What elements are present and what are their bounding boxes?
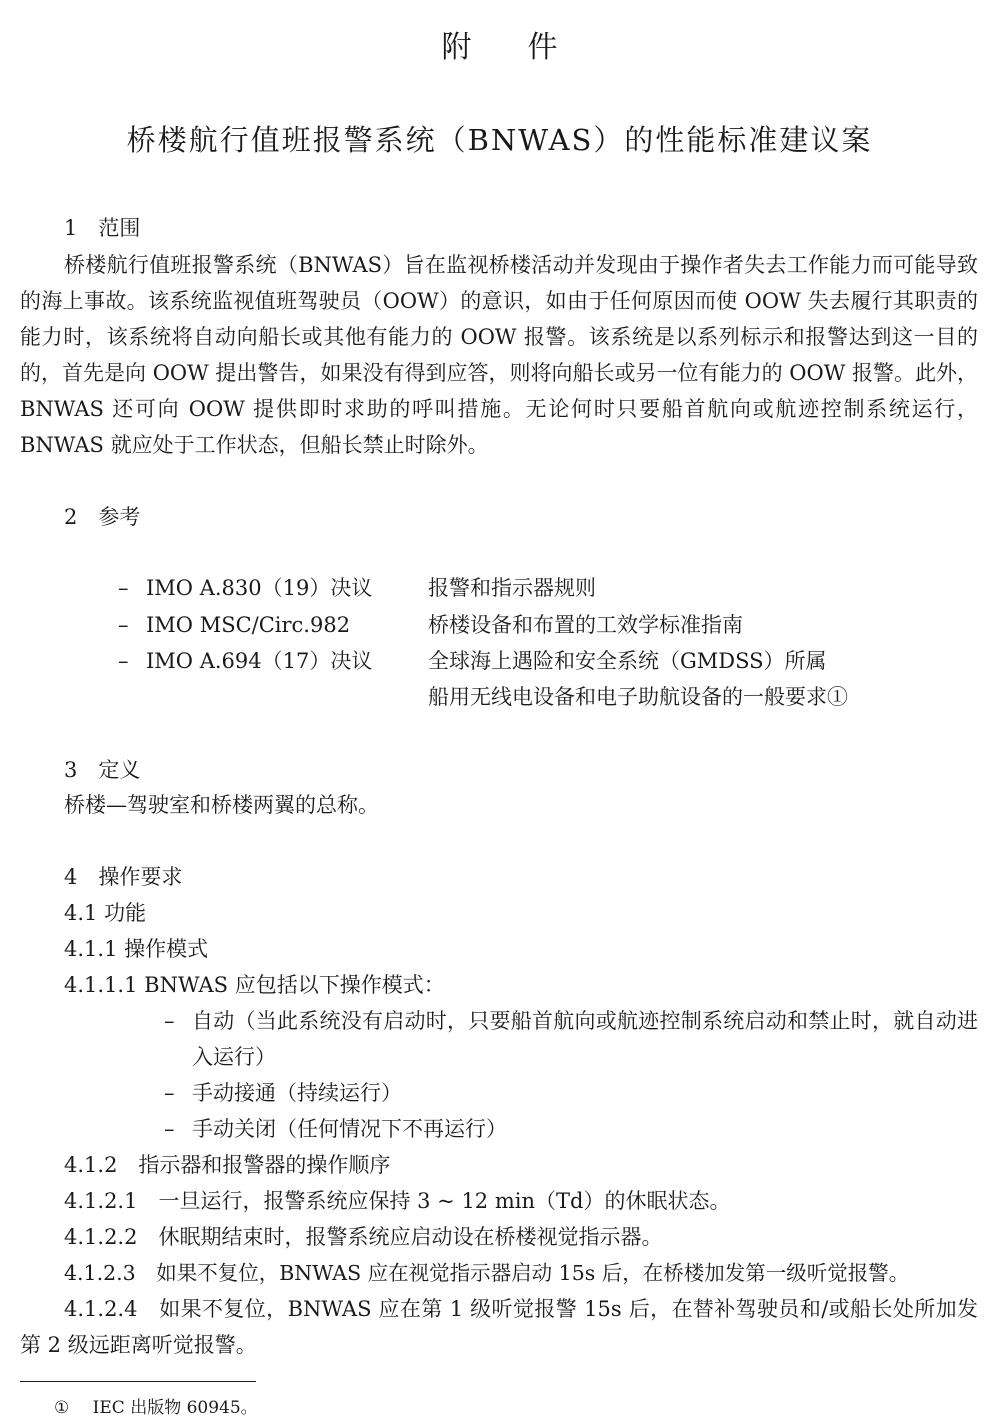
- reference-desc: 桥楼设备和布置的工效学标准指南: [428, 613, 743, 637]
- section-3-heading: 3 定义: [64, 758, 141, 782]
- section-1-heading: 1 范围: [64, 216, 141, 240]
- clause-4-1-2-2: 4.1.2.2 休眠期结束时，报警系统应启动设在桥楼视觉指示器。: [64, 1225, 663, 1249]
- clause-4-1-2-3: 4.1.2.3 如果不复位，BNWAS 应在视觉指示器启动 15s 后，在桥楼加发第一级听觉报警。: [64, 1261, 910, 1285]
- mode-item: 手动关闭（任何情况下不再运行）: [192, 1117, 507, 1141]
- mode-dash: –: [164, 1117, 175, 1141]
- section-1-paragraph: 桥楼航行值班报警系统（BNWAS）旨在监视桥楼活动并发现由于操作者失去工作能力而可能导致的海上事故。该系统监视值班驾驶员（OOW）的意识，如由于任何原因而使 OOW 失去履行其职责的能力时，该系统将自动向船长或其他有能力的 OOW 报警。该系统是以系列标示和报警达到这一目的的，首先是向 OOW 提出警告，如果没有得到应答，则将向船长或另一位有能力的 OOW 报警。此外，BNWAS 还可向 OOW 提供即时求助的呼叫措施。无论何时只要船首航向或航迹控制系统运行，BNWAS 就应处于工作状态，但船长禁止时除外。: [20, 253, 978, 457]
- footnote-mark: ①: [54, 1398, 70, 1418]
- reference-dash: –: [118, 649, 129, 673]
- reference-row: [0, 612, 999, 638]
- mode-dash: –: [164, 1081, 175, 1105]
- section-4-1-1-heading: 4.1.1 操作模式: [64, 937, 209, 961]
- section-4-1-heading: 4.1 功能: [64, 901, 147, 925]
- mode-dash: –: [164, 1009, 175, 1033]
- reference-row: [0, 648, 999, 674]
- definition-text: 桥楼—驾驶室和桥楼两翼的总称。: [64, 793, 379, 817]
- reference-dash: –: [118, 613, 129, 637]
- annex-label: 附件: [441, 30, 614, 65]
- section-4-heading: 4 操作要求: [64, 865, 183, 889]
- reference-desc: 全球海上遇险和安全系统（GMDSS）所属: [428, 649, 827, 673]
- section-2-heading: 2 参考: [64, 505, 141, 529]
- footnote-text: IEC 出版物 60945。: [92, 1398, 258, 1418]
- document-title: 桥楼航行值班报警系统（BNWAS）的性能标准建议案: [126, 123, 873, 157]
- clause-4-1-2-1: 4.1.2.1 一旦运行，报警系统应保持 3 ~ 12 min（Td）的休眠状态。: [64, 1189, 731, 1213]
- mode-item: 自动（当此系统没有启动时，只要船首航向或航迹控制系统启动和禁止时，就自动进入运行）: [192, 1009, 978, 1069]
- reference-desc-continuation: 船用无线电设备和电子助航设备的一般要求①: [428, 685, 848, 709]
- section-4-1-2-heading: 4.1.2 指示器和报警器的操作顺序: [64, 1153, 391, 1177]
- reference-id: IMO A.830（19）决议: [146, 576, 373, 600]
- reference-id: IMO A.694（17）决议: [146, 649, 373, 673]
- clause-4-1-1-1: 4.1.1.1 BNWAS 应包括以下操作模式：: [64, 973, 445, 997]
- reference-row: [0, 575, 999, 601]
- mode-item: 手动接通（持续运行）: [192, 1081, 402, 1105]
- footnote: [54, 1398, 258, 1418]
- clause-4-1-2-4: 4.1.2.4 如果不复位，BNWAS 应在第 1 级听觉报警 15s 后，在替补驾驶员和/或船长处所加发第 2 级远距离听觉报警。: [20, 1297, 978, 1357]
- reference-desc: 报警和指示器规则: [428, 576, 596, 600]
- reference-dash: –: [118, 576, 129, 600]
- footnote-divider: [20, 1381, 256, 1382]
- reference-id: IMO MSC/Circ.982: [146, 613, 351, 637]
